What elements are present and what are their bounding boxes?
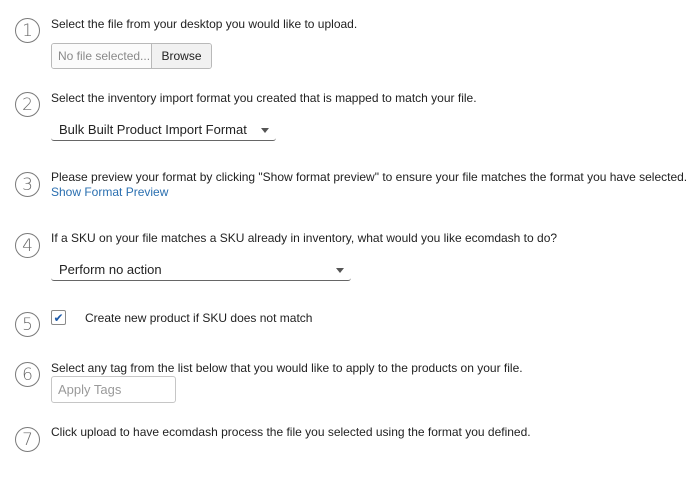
step-7-instruction: Click upload to have ecomdash process the file you selected using the format you defined.: [51, 425, 531, 439]
step-number-5: 5: [15, 312, 40, 337]
step-4-instruction: If a SKU on your file matches a SKU already in inventory, what would you like ecomdash to do?: [51, 231, 558, 245]
checkmark-icon: ✔: [53, 310, 64, 325]
step-number-2: 2: [15, 92, 40, 117]
file-upload-control[interactable]: [51, 43, 212, 69]
step-number-3: 3: [15, 172, 40, 197]
show-format-preview-link[interactable]: Show Format Preview: [51, 185, 169, 199]
step-2-instruction: Select the inventory import format you created that is mapped to match your file.: [51, 91, 477, 105]
import-format-selected-value: Bulk Built Product Import Format: [59, 122, 247, 137]
browse-button[interactable]: Browse: [152, 44, 211, 68]
sku-action-selected-value: Perform no action: [59, 262, 162, 277]
chevron-down-icon: [336, 268, 344, 273]
import-format-select[interactable]: [51, 119, 276, 141]
step-6-instruction: Select any tag from the list below that you would like to apply to the products on your file.: [51, 361, 523, 375]
apply-tags-input[interactable]: [51, 376, 176, 403]
create-product-label: Create new product if SKU does not match: [85, 311, 313, 325]
step-number-6: 6: [15, 362, 40, 387]
step-1-instruction: Select the file from your desktop you would like to upload.: [51, 17, 358, 31]
file-name-display: No file selected...: [52, 44, 152, 68]
step-3-instruction: Please preview your format by clicking "Show format preview" to ensure your file matches the format you have selected.: [51, 170, 688, 184]
step-number-1: 1: [15, 18, 40, 43]
chevron-down-icon: [261, 128, 269, 133]
create-product-checkbox[interactable]: [51, 310, 66, 325]
step-number-7: 7: [15, 427, 40, 452]
sku-action-select[interactable]: [51, 259, 351, 281]
step-number-4: 4: [15, 233, 40, 258]
